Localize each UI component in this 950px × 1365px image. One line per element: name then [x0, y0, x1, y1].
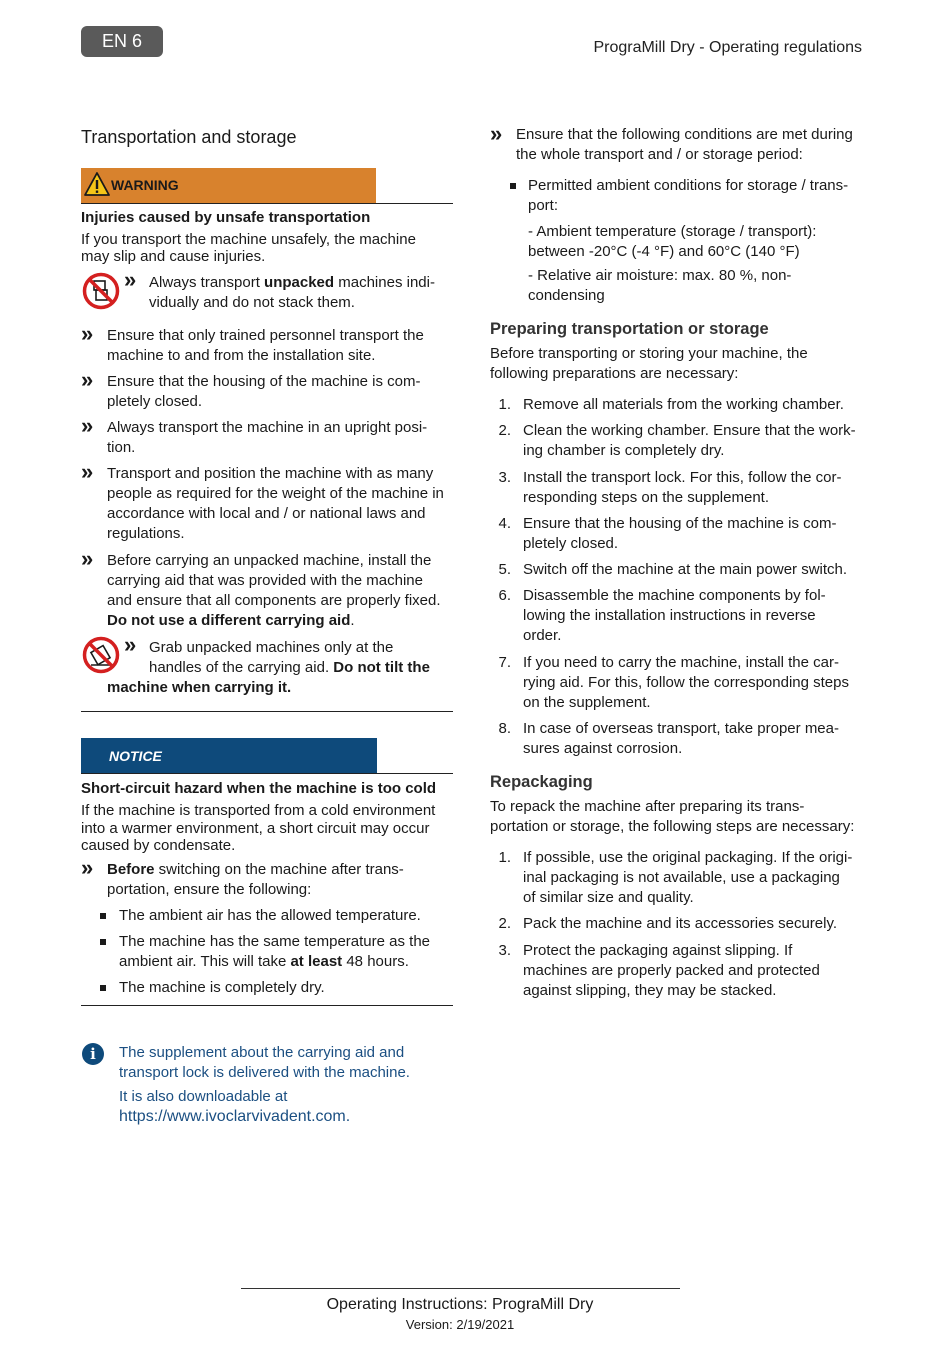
conditions-temperature: - Ambient temperature (storage / transport): between -20°C (-4 °F) and 60°C (140 °F) [528, 223, 817, 260]
step-number: 1. [498, 396, 511, 413]
warning-bullet: Ensure that the housing of the machine is com- pletely closed. [107, 373, 421, 410]
conditions-humidity: - Relative air moisture: max. 80 %, non- condensing [528, 267, 792, 304]
warning-top-rule [81, 203, 453, 204]
chevron-right-icon: » [81, 321, 94, 346]
notice-item: The ambient air has the allowed temperature. [119, 907, 421, 924]
footer-title: Operating Instructions: PrograMill Dry [326, 1296, 594, 1313]
step-number: 7. [498, 654, 511, 671]
repackaging-title: Repackaging [490, 773, 593, 791]
notice-bottom-rule [81, 1005, 453, 1006]
repackaging-step: Pack the machine and its accessories securely. [523, 915, 838, 932]
info-text: The supplement about the carrying aid and transport lock is delivered with the machine. [119, 1044, 410, 1081]
step-number: 2. [498, 915, 511, 932]
preparing-step: Install the transport lock. For this, follow the cor- responding steps on the supplement. [523, 469, 842, 506]
chevron-right-icon: » [81, 459, 94, 484]
document-title: PrograMill Dry - Operating regulations [593, 39, 862, 56]
bullet-square-icon [100, 939, 106, 945]
preparing-step: Remove all materials from the working chamber. [523, 396, 844, 413]
step-number: 2. [498, 422, 511, 439]
warning-banner [81, 168, 376, 203]
step-number: 1. [498, 849, 511, 866]
info-icon: i [82, 1043, 104, 1065]
conditions-step: Ensure that the following conditions are met during the whole transport and / or storage period: [516, 126, 853, 163]
pictogram-2-text: Grab unpacked machines only at the handles of the carrying aid. Do not tilt the [149, 639, 430, 676]
chevron-right-icon: » [81, 546, 94, 571]
warning-bullet: Ensure that only trained personnel transport the machine to and from the installation site. [107, 327, 424, 364]
info-download-text: It is also downloadable at [119, 1088, 288, 1105]
warning-bullet: Before carrying an unpacked machine, install the carrying aid that was provided with the machine and ensure that all components are properly fixed. Do not use a different carrying aid. [107, 552, 441, 629]
notice-step: Before switching on the machine after trans- portation, ensure the following: [107, 861, 404, 898]
bullet-square-icon [100, 913, 106, 919]
warning-bottom-rule [81, 711, 453, 712]
chevron-right-icon: » [81, 413, 94, 438]
warning-bullet: Always transport the machine in an upright posi- tion. [107, 419, 428, 456]
chevron-right-icon: » [81, 367, 94, 392]
preparing-step: In case of overseas transport, take proper mea- sures against corrosion. [523, 720, 839, 757]
step-number: 8. [498, 720, 511, 737]
warning-intro: If you transport the machine unsafely, the machine may slip and cause injuries. [81, 231, 416, 265]
footer-version: Version: 2/19/2021 [405, 1317, 515, 1332]
notice-heading: Short-circuit hazard when the machine is too cold [81, 780, 437, 797]
pictogram-1-text: Always transport unpacked machines indi- vidually and do not stack them. [149, 274, 435, 311]
step-number: 5. [498, 561, 511, 578]
warning-label: WARNING [111, 177, 179, 193]
notice-item: The machine is completely dry. [119, 979, 325, 996]
notice-label: NOTICE [109, 748, 162, 764]
step-number: 3. [498, 469, 511, 486]
repackaging-step: If possible, use the original packaging. If the origi- inal packaging is not available, use a packaging of similar size and quality. [523, 849, 853, 906]
warning-triangle-icon [84, 171, 110, 197]
step-number: 6. [498, 587, 511, 604]
download-link[interactable]: https://www.ivoclarvivadent.com. [119, 1108, 351, 1125]
notice-item: The machine has the same temperature as the ambient air. This will take at least 48 hours. [119, 933, 431, 970]
no-stacking-icon [82, 272, 120, 310]
notice-banner [81, 738, 377, 773]
chevron-right-icon: » [124, 632, 137, 657]
page-number-badge: EN 6 [81, 26, 163, 57]
bullet-square-icon [100, 985, 106, 991]
step-number: 4. [498, 515, 511, 532]
chevron-right-icon: » [124, 267, 137, 292]
notice-intro: If the machine is transported from a cold environment into a warmer environment, a short circuit may occur caused by condensate. [81, 802, 436, 854]
no-tilting-icon [82, 636, 120, 674]
preparing-step: Ensure that the housing of the machine is com- pletely closed. [523, 515, 837, 552]
preparing-title: Preparing transportation or storage [490, 320, 769, 338]
notice-top-rule [81, 773, 453, 774]
preparing-step: If you need to carry the machine, install the car- rying aid. For this, follow the corresponding steps on the supplement. [523, 654, 849, 711]
pictogram-2-text-end: machine when carrying it. [107, 679, 292, 696]
preparing-step: Switch off the machine at the main power switch. [523, 561, 848, 578]
conditions-item: Permitted ambient conditions for storage / trans- port: [528, 177, 849, 214]
preparing-intro: Before transporting or storing your machine, the following preparations are necessary: [490, 345, 808, 382]
repackaging-intro: To repack the machine after preparing its trans- portation or storage, the following steps are necessary: [490, 798, 855, 835]
section-title: Transportation and storage [81, 127, 297, 147]
bullet-square-icon [510, 183, 516, 189]
preparing-step: Clean the working chamber. Ensure that the work- ing chamber is completely dry. [523, 422, 856, 459]
warning-heading: Injuries caused by unsafe transportation [81, 209, 371, 226]
preparing-step: Disassemble the machine components by fol- lowing the installation instructions in reverse order. [523, 587, 826, 644]
step-number: 3. [498, 942, 511, 959]
footer-rule [241, 1288, 680, 1289]
repackaging-step: Protect the packaging against slipping. If machines are properly packed and protected against slipping, they may be stacked. [523, 942, 820, 999]
chevron-right-icon: » [490, 121, 503, 146]
chevron-right-icon: » [81, 855, 94, 880]
warning-bullet: Transport and position the machine with as many people as required for the weight of the machine in accordance with local and / or national laws and regulations. [107, 465, 444, 542]
